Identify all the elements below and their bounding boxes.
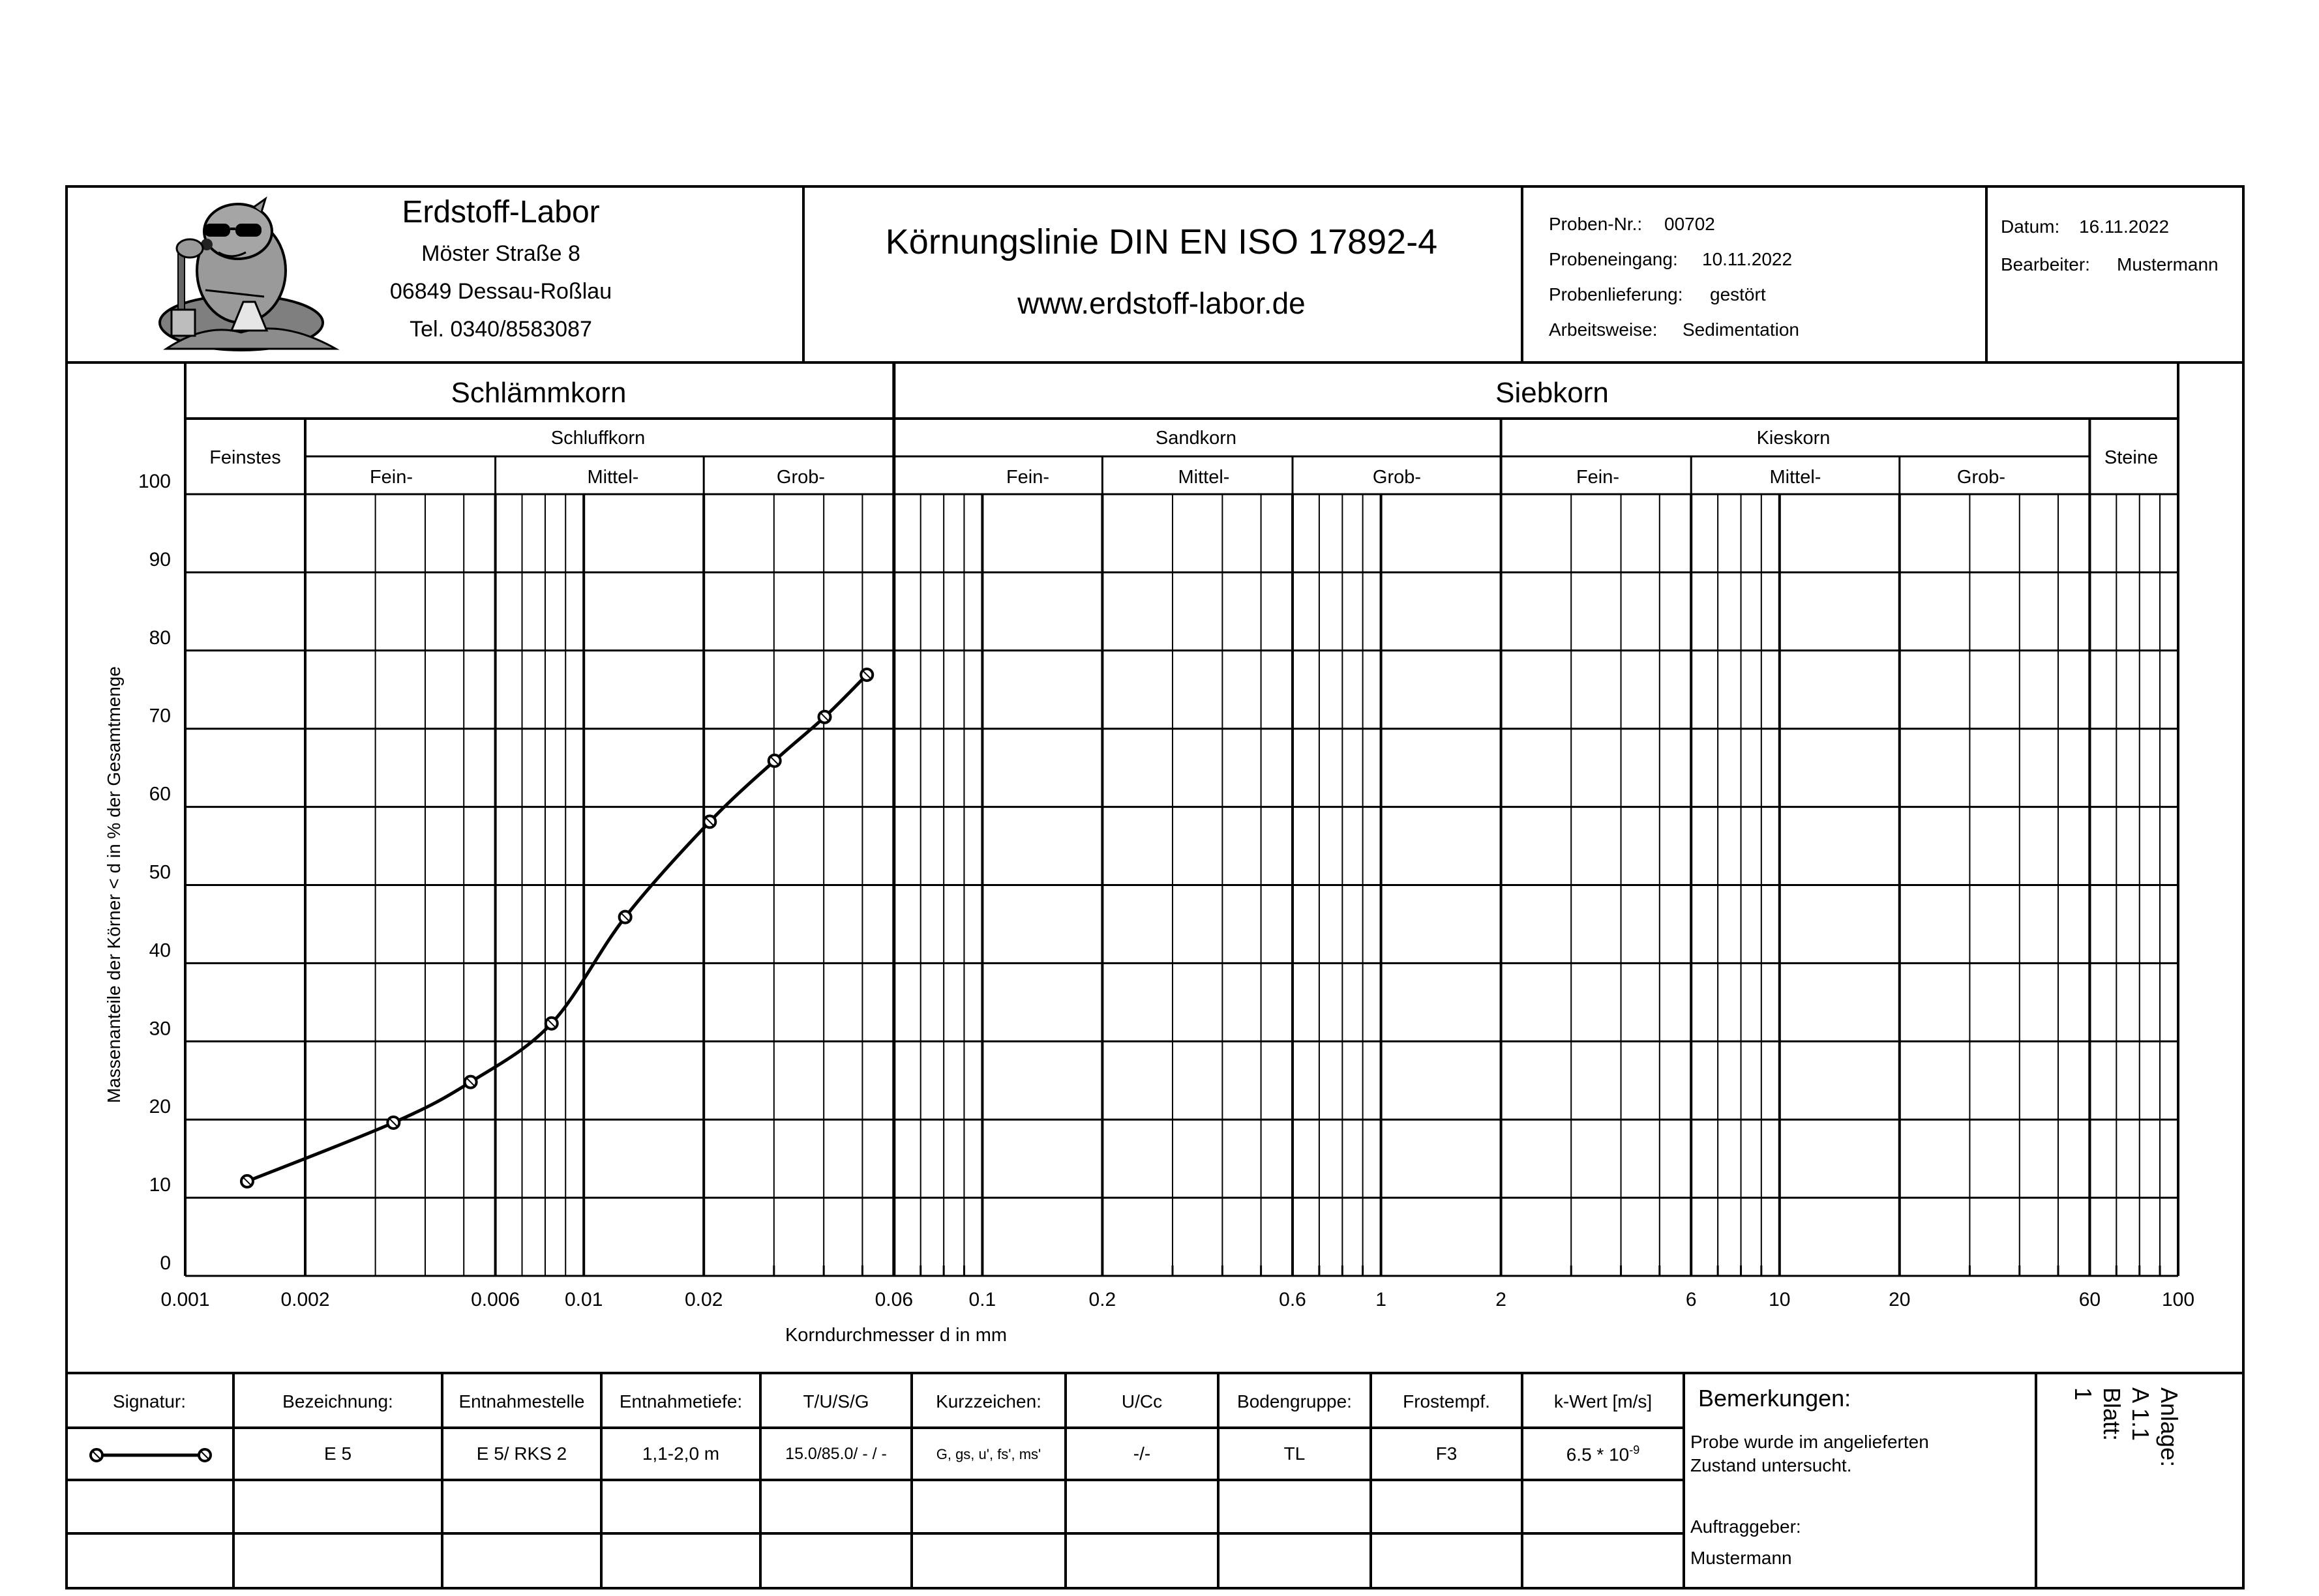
- bemerkungen-line2: Zustand untersucht.: [1690, 1455, 1852, 1475]
- arbeitsweise-value: Sedimentation: [1683, 319, 1800, 340]
- td-kurzzeichen: G, gs, u', fs', ms': [936, 1446, 1041, 1462]
- lab-name: Erdstoff-Labor: [402, 195, 600, 229]
- sand-grob-label: Grob-: [1372, 467, 1422, 488]
- th-ucc: U/Cc: [1121, 1391, 1163, 1411]
- y-tick-label: 10: [149, 1174, 171, 1196]
- td-entnahmestelle: E 5/ RKS 2: [476, 1443, 567, 1464]
- kwert-exponent: -9: [1629, 1443, 1640, 1456]
- y-tick-label: 90: [149, 548, 171, 570]
- schlaemmkorn-label: Schlämmkorn: [451, 377, 627, 409]
- x-tick-label: 2: [1495, 1289, 1506, 1310]
- x-tick-label: 0.2: [1088, 1289, 1116, 1310]
- schluff-grob-label: Grob-: [776, 467, 826, 488]
- x-tick-label: 0.06: [875, 1289, 914, 1310]
- kies-grob-label: Grob-: [1956, 467, 2006, 488]
- schluffkorn-label: Schluffkorn: [550, 428, 646, 449]
- proben-nr-value: 00702: [1664, 214, 1715, 234]
- blatt-value: 1: [2070, 1387, 2097, 1401]
- table-header-rule: [65, 1426, 1684, 1429]
- x-tick-label: 1: [1375, 1289, 1386, 1310]
- probeneingang-value: 10.11.2022: [1702, 249, 1793, 269]
- td-kwert: [1522, 1443, 1684, 1465]
- kies-mittel-label: Mittel-: [1769, 467, 1821, 488]
- datum-value: 16.11.2022: [2079, 216, 2170, 237]
- x-tick-label: 0.1: [968, 1289, 996, 1310]
- table-row-rule-2: [65, 1532, 1684, 1535]
- td-bodengruppe: TL: [1283, 1443, 1306, 1464]
- probeneingang-label: Probeneingang:: [1549, 249, 1678, 269]
- td-bezeichnung: E 5: [323, 1443, 352, 1464]
- kies-fein-label: Fein-: [1576, 467, 1620, 488]
- sand-fein-label: Fein-: [1006, 467, 1050, 488]
- x-tick-label: 0.006: [471, 1289, 520, 1310]
- td-entnahmetiefe: 1,1-2,0 m: [642, 1443, 720, 1464]
- x-tick-label: 10: [1769, 1289, 1791, 1310]
- lab-phone: Tel. 0340/8583087: [410, 317, 592, 342]
- th-tusg: T/U/S/G: [803, 1391, 869, 1411]
- page-title: Körnungslinie DIN EN ISO 17892-4: [885, 222, 1438, 261]
- schluff-mittel-label: Mittel-: [587, 467, 639, 488]
- y-tick-label: 50: [149, 861, 171, 883]
- arbeitsweise-label: Arbeitsweise:: [1549, 319, 1658, 340]
- td-frost: F3: [1435, 1443, 1458, 1464]
- bemerkungen-label: Bemerkungen:: [1698, 1385, 1851, 1411]
- anlage-value: A 1.1: [2127, 1387, 2154, 1441]
- x-tick-label: 60: [2078, 1289, 2101, 1310]
- blatt-label: Blatt:: [2099, 1387, 2125, 1441]
- kwert-mantissa: 6.5 * 10: [1566, 1444, 1630, 1465]
- y-tick-label: 60: [149, 783, 171, 805]
- proben-nr-label: Proben-Nr.:: [1549, 214, 1643, 234]
- th-entnahmestelle: Entnahmestelle: [458, 1391, 585, 1411]
- table-col-11: [2035, 1372, 2037, 1589]
- x-tick-label: 6: [1685, 1289, 1697, 1310]
- auftraggeber-value: Mustermann: [1690, 1548, 1792, 1568]
- td-tusg: 15.0/85.0/ - / -: [785, 1445, 887, 1463]
- th-bodengruppe: Bodengruppe:: [1237, 1391, 1352, 1411]
- sand-mittel-label: Mittel-: [1178, 467, 1230, 488]
- th-signatur: Signatur:: [112, 1391, 187, 1411]
- x-tick-label: 0.002: [280, 1289, 330, 1310]
- bearbeiter-label: Bearbeiter:: [2001, 254, 2090, 274]
- y-tick-label: 0: [160, 1252, 171, 1274]
- datum-label: Datum:: [2001, 216, 2060, 237]
- y-tick-label: 30: [149, 1018, 171, 1040]
- x-tick-label: 20: [1889, 1289, 1911, 1310]
- table-top-border: [65, 1372, 2245, 1374]
- th-kwert: k-Wert [m/s]: [1553, 1391, 1653, 1411]
- schluff-fein-label: Fein-: [369, 467, 413, 488]
- th-bezeichnung: Bezeichnung:: [282, 1391, 393, 1411]
- td-ucc: -/-: [1133, 1443, 1151, 1464]
- x-tick-label: 100: [2161, 1289, 2195, 1310]
- probenlieferung-label: Probenlieferung:: [1549, 284, 1683, 304]
- bemerkungen-line1: Probe wurde im angelieferten: [1690, 1432, 1929, 1452]
- x-tick-label: 0.6: [1279, 1289, 1306, 1310]
- y-axis-title: Massenanteile der Körner < d in % der Gesamtmenge: [104, 666, 124, 1104]
- y-tick-label: 70: [149, 705, 171, 727]
- steine-label: Steine: [2104, 447, 2159, 468]
- lab-street: Möster Straße 8: [421, 241, 580, 266]
- website-link[interactable]: www.erdstoff-labor.de: [1017, 286, 1306, 320]
- y-tick-label: 100: [138, 471, 171, 492]
- th-kurzzeichen: Kurzzeichen:: [936, 1391, 1041, 1411]
- anlage-label: Anlage:: [2156, 1387, 2183, 1468]
- y-tick-label: 40: [149, 939, 171, 962]
- probenlieferung-value: gestört: [1710, 284, 1766, 304]
- x-tick-label: 0.01: [565, 1289, 603, 1310]
- x-tick-label: 0.02: [684, 1289, 723, 1310]
- feinstes-label: Feinstes: [209, 447, 281, 468]
- th-entnahmetiefe: Entnahmetiefe:: [619, 1391, 743, 1411]
- signature-line-icon: [89, 1442, 213, 1468]
- y-tick-label: 80: [149, 627, 171, 649]
- y-tick-label: 20: [149, 1096, 171, 1118]
- siebkorn-label: Siebkorn: [1495, 377, 1609, 409]
- table-row-rule-1: [65, 1479, 1684, 1481]
- auftraggeber-label: Auftraggeber:: [1690, 1516, 1801, 1537]
- lab-city: 06849 Dessau-Roßlau: [389, 279, 612, 304]
- x-axis-title: Korndurchmesser d in mm: [785, 1325, 1008, 1346]
- bearbeiter-value: Mustermann: [2117, 254, 2219, 274]
- kieskorn-label: Kieskorn: [1756, 428, 1831, 449]
- x-tick-label: 0.001: [160, 1289, 210, 1310]
- th-frost: Frostempf.: [1403, 1391, 1490, 1411]
- sandkorn-label: Sandkorn: [1155, 428, 1237, 449]
